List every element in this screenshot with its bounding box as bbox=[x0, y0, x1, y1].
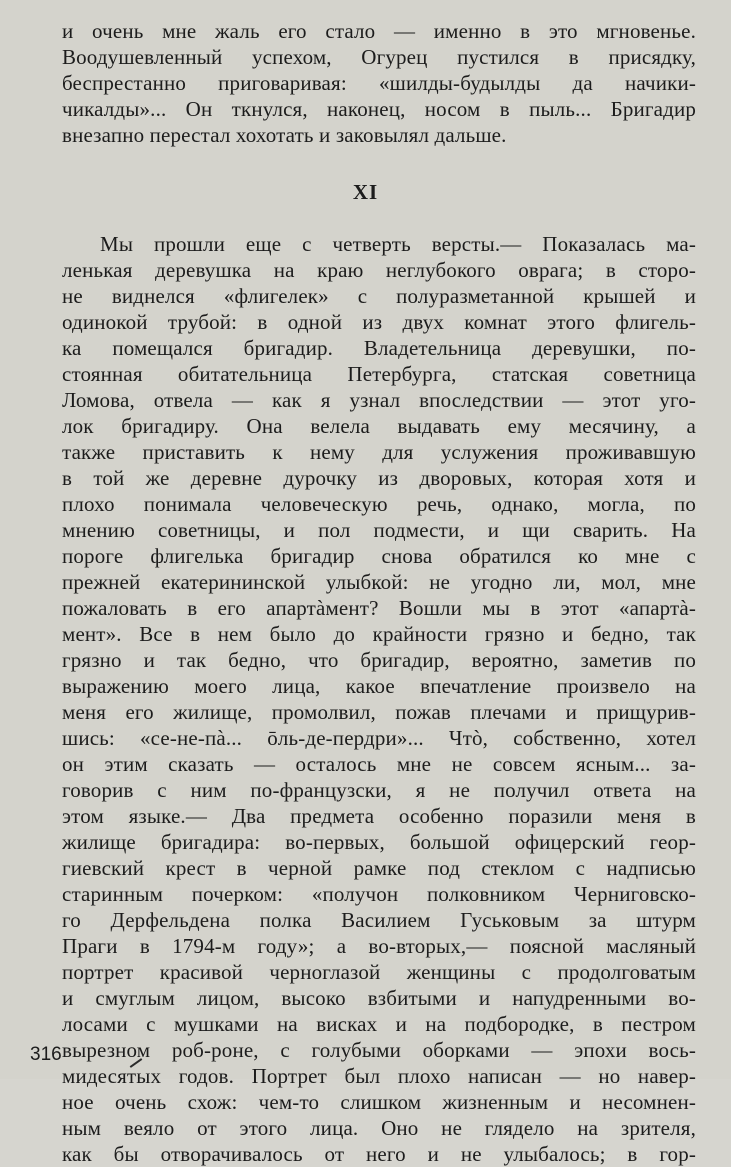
text-line: в той же деревне дурочку из дворовых, которая хотя и bbox=[62, 466, 696, 490]
text-line: го Дерфельдена полка Василием Гуськовым за штурм bbox=[62, 908, 696, 932]
text-line: лосами с мушками на висках и на подбородке, в пестром bbox=[62, 1012, 696, 1036]
text-line: портрет красивой черноглазой женщины с продолговатым bbox=[62, 960, 696, 984]
text-line: говорив с ним по-французски, я не получил ответа на bbox=[62, 778, 696, 802]
text-line: как бы отворачивалось от него и не улыбалось; в гор- bbox=[62, 1142, 696, 1166]
text-line: ленькая деревушка на краю неглубокого оврага; в сторо- bbox=[62, 258, 696, 282]
text-line: он этим сказать — осталось мне не совсем ясным... за- bbox=[62, 752, 696, 776]
page-number: 316 bbox=[30, 1044, 62, 1065]
text-line: и очень мне жаль его стало — именно в это мгновенье. bbox=[62, 19, 696, 43]
text-line: ным веяло от этого лица. Оно не глядело на зрителя, bbox=[62, 1116, 696, 1140]
text-line: старинным почерком: «получон полковником Черниговско- bbox=[62, 882, 696, 906]
text-line: пожаловать в его апартàмент? Вошли мы в этот «апартà- bbox=[62, 596, 696, 620]
text-line: этом языке.— Два предмета особенно поразили меня в bbox=[62, 804, 696, 828]
text-line: прежней екатерининской улыбкой: не угодно ли, мол, мне bbox=[62, 570, 696, 594]
text-line: Мы прошли еще с четверть версты.— Показалась ма- bbox=[100, 232, 696, 256]
text-line: внезапно перестал хохотать и заковылял дальше. bbox=[62, 123, 507, 147]
chapter-heading: XI bbox=[352, 180, 379, 204]
text-line: стоянная обитательница Петербурга, статская советница bbox=[62, 362, 696, 386]
text-line: мидесятых годов. Портрет был плохо написан — но навер- bbox=[62, 1064, 696, 1088]
text-line: Воодушевленный успехом, Огурец пустился в присядку, bbox=[62, 45, 696, 69]
text-line: меня его жилище, промолвил, пожав плечами и прищурив- bbox=[62, 700, 696, 724]
text-line: беспрестанно приговаривая: «шилды-будылды да начики- bbox=[62, 71, 696, 95]
text-line: шись: «се-не-пà... ōль-де-пердри»... Чтò, собственно, хотел bbox=[62, 726, 696, 750]
text-line: и смуглым лицом, высоко взбитыми и напудренными во- bbox=[62, 986, 696, 1010]
text-line: лок бригадиру. Она велела выдавать ему месячину, а bbox=[62, 414, 696, 438]
text-line: также приставить к нему для услужения проживавшую bbox=[62, 440, 696, 464]
text-line: ное очень схож: чем-то слишком жизненным и несомнен- bbox=[62, 1090, 696, 1114]
text-line: мент». Все в нем было до крайности грязно и бедно, так bbox=[62, 622, 696, 646]
text-line: вырезном роб-роне, с голубыми оборками — эпохи вось- bbox=[62, 1038, 696, 1062]
text-line: одинокой трубой: в одной из двух комнат этого флигель- bbox=[62, 310, 696, 334]
text-line: Ломова, отвела — как я узнал впоследствии — этот уго- bbox=[62, 388, 696, 412]
text-line: пороге флигелька бригадир снова обратился ко мне с bbox=[62, 544, 696, 568]
chapter-paragraph bbox=[62, 231, 696, 1167]
text-line: Праги в 1794-м году»; а во-вторых,— поясной масляный bbox=[62, 934, 696, 958]
text-line: жилище бригадира: во-первых, большой офицерский геор- bbox=[62, 830, 696, 854]
text-line: плохо понимала человеческую речь, однако, могла, по bbox=[62, 492, 696, 516]
text-line: мнению советницы, и пол подмести, и щи сварить. На bbox=[62, 518, 696, 542]
text-line: грязно и так бедно, что бригадир, вероятно, заметив по bbox=[62, 648, 696, 672]
text-line: чикалды»... Он ткнулся, наконец, носом в пыль... Бригадир bbox=[62, 97, 696, 121]
paragraph-continued bbox=[62, 18, 696, 148]
text-line: не виднелся «флигелек» с полуразметанной крышей и bbox=[62, 284, 696, 308]
text-line: выражению моего лица, какое впечатление произвело на bbox=[62, 674, 696, 698]
text-line: гиевский крест в черной рамке под стеклом с надписью bbox=[62, 856, 696, 880]
text-line: ка помещался бригадир. Владетельница деревушки, по- bbox=[62, 336, 696, 360]
